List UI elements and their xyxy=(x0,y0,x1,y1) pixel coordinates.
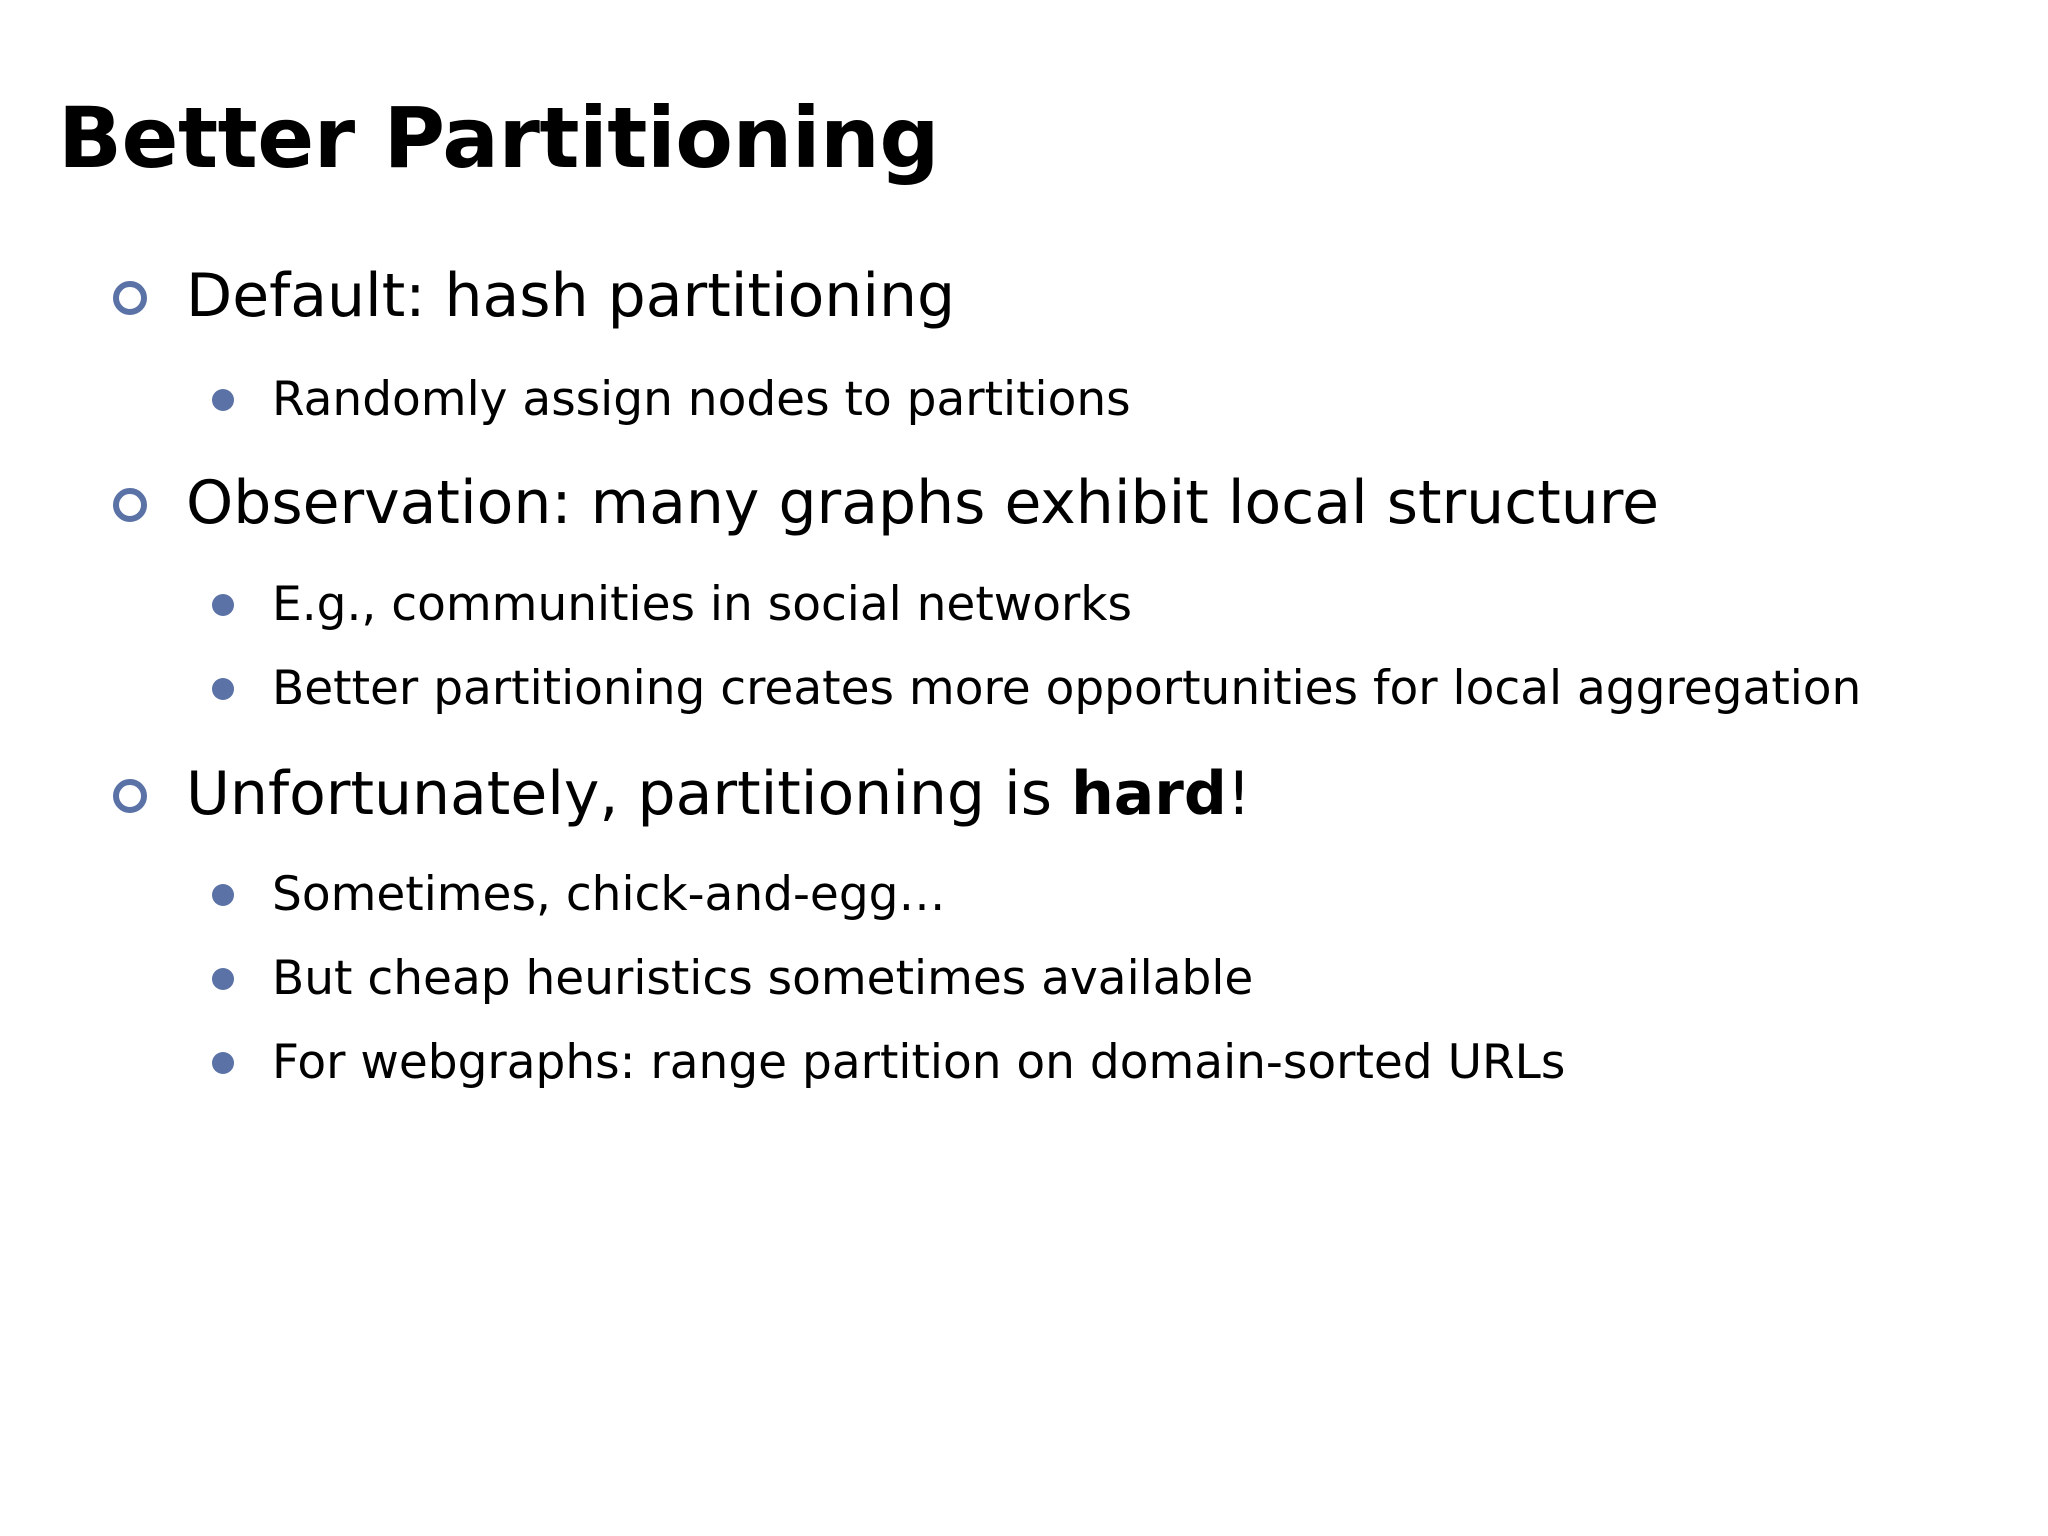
sub-bullet-text: E.g., communities in social networks xyxy=(272,577,1132,632)
bullet-level2 xyxy=(212,372,1131,427)
bullet-level2 xyxy=(212,867,946,922)
bullet-level2 xyxy=(212,951,1254,1006)
sub-bullet-text: Better partitioning creates more opportunities for local aggregation xyxy=(272,661,1862,716)
filled-circle-bullet-icon xyxy=(212,389,234,411)
slide-title: Better Partitioning xyxy=(58,89,939,187)
filled-circle-bullet-icon xyxy=(212,594,234,616)
sub-bullet-text: Sometimes, chick-and-egg… xyxy=(272,867,946,922)
bullet-text-after: ! xyxy=(1226,759,1251,829)
bullet-level2 xyxy=(212,577,1132,632)
bullet-level1 xyxy=(113,759,1251,829)
bullet-level2 xyxy=(212,1035,1566,1090)
bullet-level1 xyxy=(113,261,956,331)
sub-bullet-text: Randomly assign nodes to partitions xyxy=(272,372,1131,427)
filled-circle-bullet-icon xyxy=(212,884,234,906)
sub-bullet-text: For webgraphs: range partition on domain-sorted URLs xyxy=(272,1035,1566,1090)
hollow-circle-bullet-icon xyxy=(113,488,147,522)
filled-circle-bullet-icon xyxy=(212,678,234,700)
bullet-text xyxy=(186,759,1251,829)
filled-circle-bullet-icon xyxy=(212,968,234,990)
hollow-circle-bullet-icon xyxy=(113,779,147,813)
sub-bullet-text: But cheap heuristics sometimes available xyxy=(272,951,1254,1006)
bullet-text-before: Unfortunately, partitioning is xyxy=(186,759,1072,829)
bullet-level2 xyxy=(212,661,1862,716)
bullet-text: Default: hash partitioning xyxy=(186,261,956,331)
filled-circle-bullet-icon xyxy=(212,1052,234,1074)
bullet-level1 xyxy=(113,468,1660,538)
bullet-text-bold: hard xyxy=(1071,759,1227,829)
hollow-circle-bullet-icon xyxy=(113,281,147,315)
bullet-text: Observation: many graphs exhibit local structure xyxy=(186,468,1660,538)
